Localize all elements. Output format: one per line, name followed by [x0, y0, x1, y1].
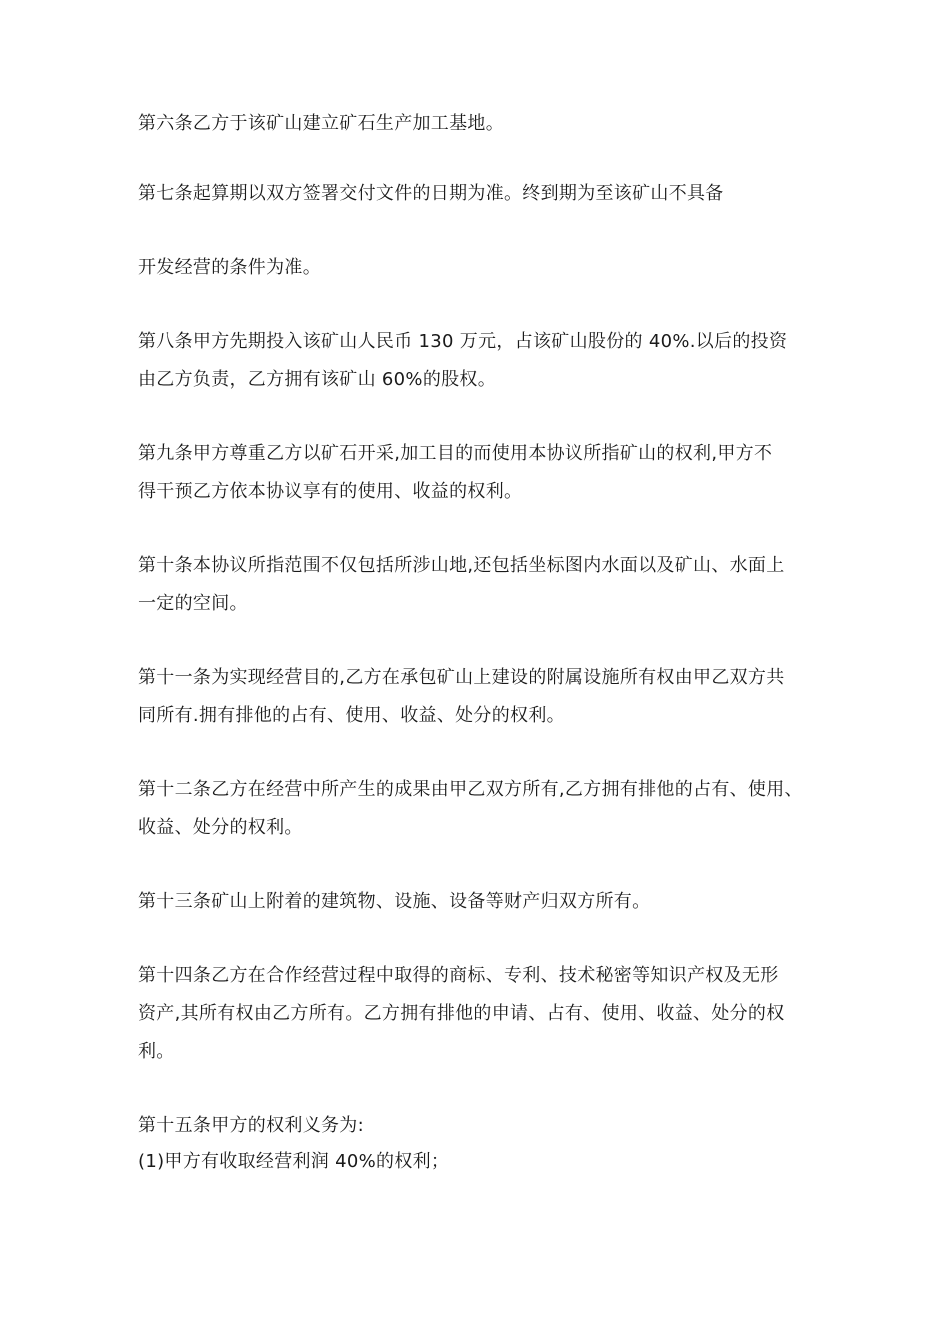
clause-7-line-1: 第七条起算期以双方签署交付文件的日期为准。终到期为至该矿山不具备	[138, 183, 724, 204]
clause-10-line-1: 第十条本协议所指范围不仅包括所涉山地,还包括坐标图内水面以及矿山、水面上	[138, 555, 785, 576]
clause-15-item-1: (1)甲方有收取经营利润 40%的权利；	[138, 1151, 450, 1172]
clause-15-heading: 第十五条甲方的权利义务为:	[138, 1115, 364, 1136]
clause-6-line-1: 第六条乙方于该矿山建立矿石生产加工基地。	[138, 113, 504, 134]
clause-8-line-1: 第八条甲方先期投入该矿山人民币 130 万元，占该矿山股份的 40%.以后的投资	[138, 331, 788, 352]
clause-12-line-1: 第十二条乙方在经营中所产生的成果由甲乙双方所有,乙方拥有排他的占有、使用、	[138, 779, 803, 800]
clause-14-line-2: 资产,其所有权由乙方所有。乙方拥有排他的申请、占有、使用、收益、处分的权	[138, 1003, 785, 1024]
clause-12-line-2: 收益、处分的权利。	[138, 817, 303, 838]
clause-13-line-1: 第十三条矿山上附着的建筑物、设施、设备等财产归双方所有。	[138, 891, 651, 912]
clause-11-line-1: 第十一条为实现经营目的,乙方在承包矿山上建设的附属设施所有权由甲乙双方共	[138, 667, 785, 688]
clause-10-line-2: 一定的空间。	[138, 593, 248, 614]
clause-9-line-1: 第九条甲方尊重乙方以矿石开采,加工目的而使用本协议所指矿山的权利,甲方不	[138, 443, 773, 464]
clause-9-line-2: 得干预乙方依本协议享有的使用、收益的权利。	[138, 481, 523, 502]
clause-14-line-1: 第十四条乙方在合作经营过程中取得的商标、专利、技术秘密等知识产权及无形	[138, 965, 779, 986]
clause-8-line-2: 由乙方负责，乙方拥有该矿山 60%的股权。	[138, 369, 497, 390]
clause-11-line-2: 同所有.拥有排他的占有、使用、收益、处分的权利。	[138, 705, 565, 726]
clause-7-line-2: 开发经营的条件为准。	[138, 257, 321, 278]
clause-14-line-3: 利。	[138, 1041, 175, 1062]
